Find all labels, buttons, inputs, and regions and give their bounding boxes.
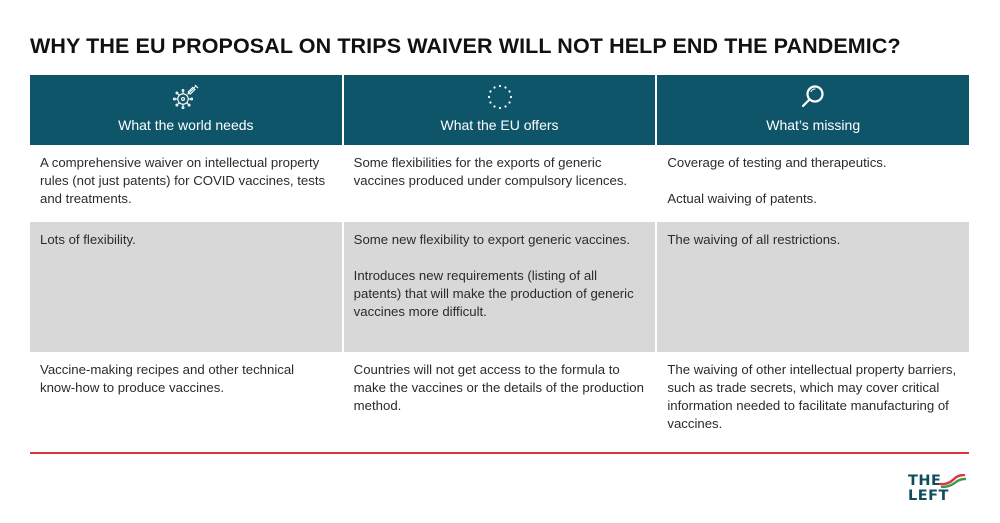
column-header-world-needs <box>30 75 344 145</box>
eu-star <box>489 90 491 92</box>
column-header-whats-missing <box>657 75 969 145</box>
eu-star <box>504 86 506 88</box>
table-cell <box>657 352 969 452</box>
logo-text-line1: THE <box>908 473 942 489</box>
cell-text: Countries will not get access to the formula to make the vaccines or the details of the production method. <box>353 362 644 413</box>
cell-text: Actual waiving of patents. <box>667 191 817 206</box>
table-cell <box>30 352 344 452</box>
eu-star <box>509 96 511 98</box>
column-header-eu-offers <box>344 75 658 145</box>
comparison-table <box>30 75 969 452</box>
table-cell <box>657 222 969 352</box>
eu-star <box>504 105 506 107</box>
table-header <box>30 75 969 145</box>
eu-star <box>508 101 510 103</box>
eu-star <box>493 105 495 107</box>
table-cell <box>30 222 344 352</box>
cell-text: The waiving of other intellectual property barriers, such as trade secrets, which may cover critical information needed to facilitate manufacturing of vaccines. <box>667 362 957 431</box>
eu-star <box>487 96 489 98</box>
column-header-label: What the world needs <box>118 117 254 133</box>
virus-syringe-icon <box>171 82 201 112</box>
cell-text: A comprehensive waiver on intellectual property rules (not just patents) for COVID vaccines, tests and treatments. <box>40 155 326 206</box>
logo-text-line2: LEFT <box>908 488 949 504</box>
cell-text: Lots of flexibility. <box>40 232 136 247</box>
table-row <box>30 352 969 452</box>
table-cell <box>30 145 344 222</box>
eu-star <box>489 101 491 103</box>
eu-star <box>498 85 500 87</box>
cell-text: Coverage of testing and therapeutics. <box>667 155 887 170</box>
eu-star <box>493 86 495 88</box>
magnifier-icon <box>798 82 828 112</box>
page-title: WHY THE EU PROPOSAL ON TRIPS WAIVER WILL NOT HELP END THE PANDEMIC? <box>30 34 901 58</box>
table-row <box>30 222 969 352</box>
cell-text: Some new flexibility to export generic vaccines. <box>353 232 631 247</box>
cell-text: Some flexibilities for the exports of generic vaccines produced under compulsory licences. <box>353 155 628 188</box>
logo-swoosh-icon <box>938 474 966 488</box>
table-cell <box>344 222 658 352</box>
cell-text: Vaccine-making recipes and other technical know-how to produce vaccines. <box>40 362 295 395</box>
column-header-label: What the EU offers <box>440 117 559 133</box>
cell-text: The waiving of all restrictions. <box>667 232 841 247</box>
eu-stars-icon <box>485 82 515 112</box>
table-cell <box>344 145 658 222</box>
table-row <box>30 145 969 222</box>
cell-text: Introduces new requirements (listing of all patents) that will make the production of generic vaccines more difficult. <box>353 268 634 319</box>
the-left-logo <box>908 474 968 508</box>
table-cell <box>657 145 969 222</box>
eu-star <box>498 107 500 109</box>
column-header-label: What’s missing <box>766 117 861 133</box>
divider-rule <box>30 452 969 454</box>
eu-star <box>508 90 510 92</box>
table-cell <box>344 352 658 452</box>
